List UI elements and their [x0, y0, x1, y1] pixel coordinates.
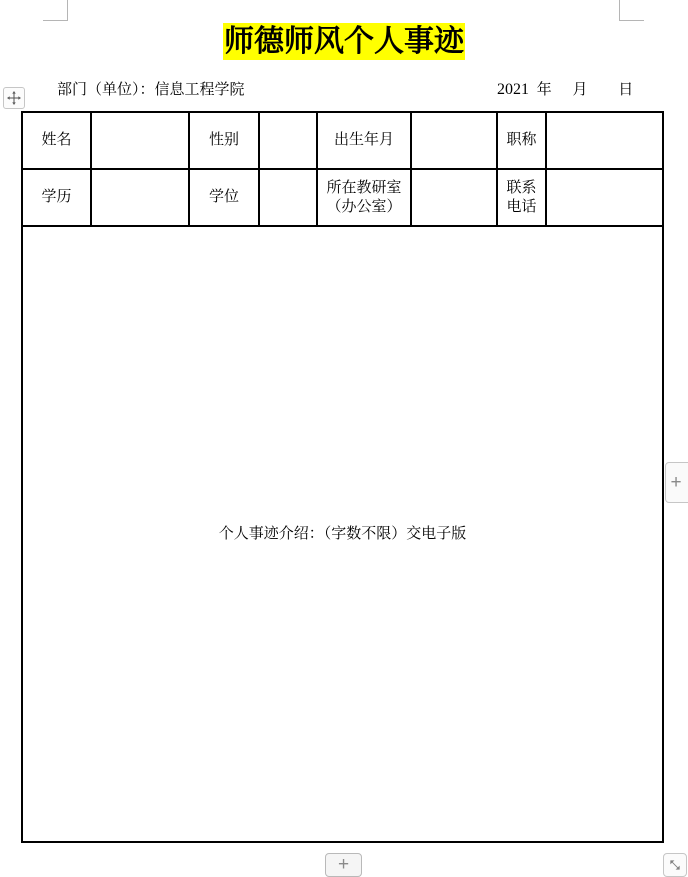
- date-year-value: 2021: [497, 81, 529, 98]
- title-value-cell[interactable]: [546, 112, 663, 169]
- gender-label-cell: 性别: [189, 112, 259, 169]
- plus-icon: +: [337, 854, 350, 875]
- meta-line: [0, 80, 688, 100]
- birth-value-cell[interactable]: [411, 112, 497, 169]
- title-label-cell: 职称: [497, 112, 546, 169]
- date-year-label: 年: [536, 82, 552, 98]
- deeds-intro-cell[interactable]: [22, 226, 663, 842]
- education-value-cell[interactable]: [91, 169, 189, 226]
- education-label-cell: 学历: [22, 169, 91, 226]
- document-title-line: [0, 23, 688, 60]
- degree-label-cell: 学位: [189, 169, 259, 226]
- phone-label-line2: 电话: [506, 198, 537, 215]
- add-row-button[interactable]: [325, 853, 362, 877]
- document-title: 师德师风个人事迹: [224, 25, 464, 58]
- office-label-cell: [317, 169, 411, 226]
- office-label-line1: 所在教研室: [326, 179, 402, 196]
- personal-deeds-form-table: [21, 111, 664, 843]
- birth-label-cell: 出生年月: [317, 112, 411, 169]
- office-value-cell[interactable]: [411, 169, 497, 226]
- gender-value-cell[interactable]: [259, 112, 317, 169]
- diagonal-resize-icon: [668, 858, 682, 872]
- department-text: 部门（单位）：信息工程学院: [57, 82, 245, 98]
- name-label-cell: 姓名: [22, 112, 91, 169]
- degree-value-cell[interactable]: [259, 169, 317, 226]
- phone-value-cell[interactable]: [546, 169, 663, 226]
- text-boundary-mark-top-left: [43, 0, 68, 21]
- deeds-intro-label: 个人事迹介绍：（字数不限）交电子版: [218, 525, 467, 542]
- date-line: [497, 80, 633, 100]
- name-value-cell[interactable]: [91, 112, 189, 169]
- date-day-label: 日: [618, 82, 634, 98]
- add-column-button[interactable]: [665, 462, 688, 503]
- phone-label-cell: [497, 169, 546, 226]
- table-resize-handle[interactable]: [663, 853, 687, 877]
- text-boundary-mark-top-right: [619, 0, 644, 21]
- plus-icon: +: [670, 471, 682, 493]
- office-label-line2: （办公室）: [326, 198, 402, 215]
- date-month-label: 月: [572, 82, 588, 98]
- phone-label-line1: 联系: [506, 179, 537, 196]
